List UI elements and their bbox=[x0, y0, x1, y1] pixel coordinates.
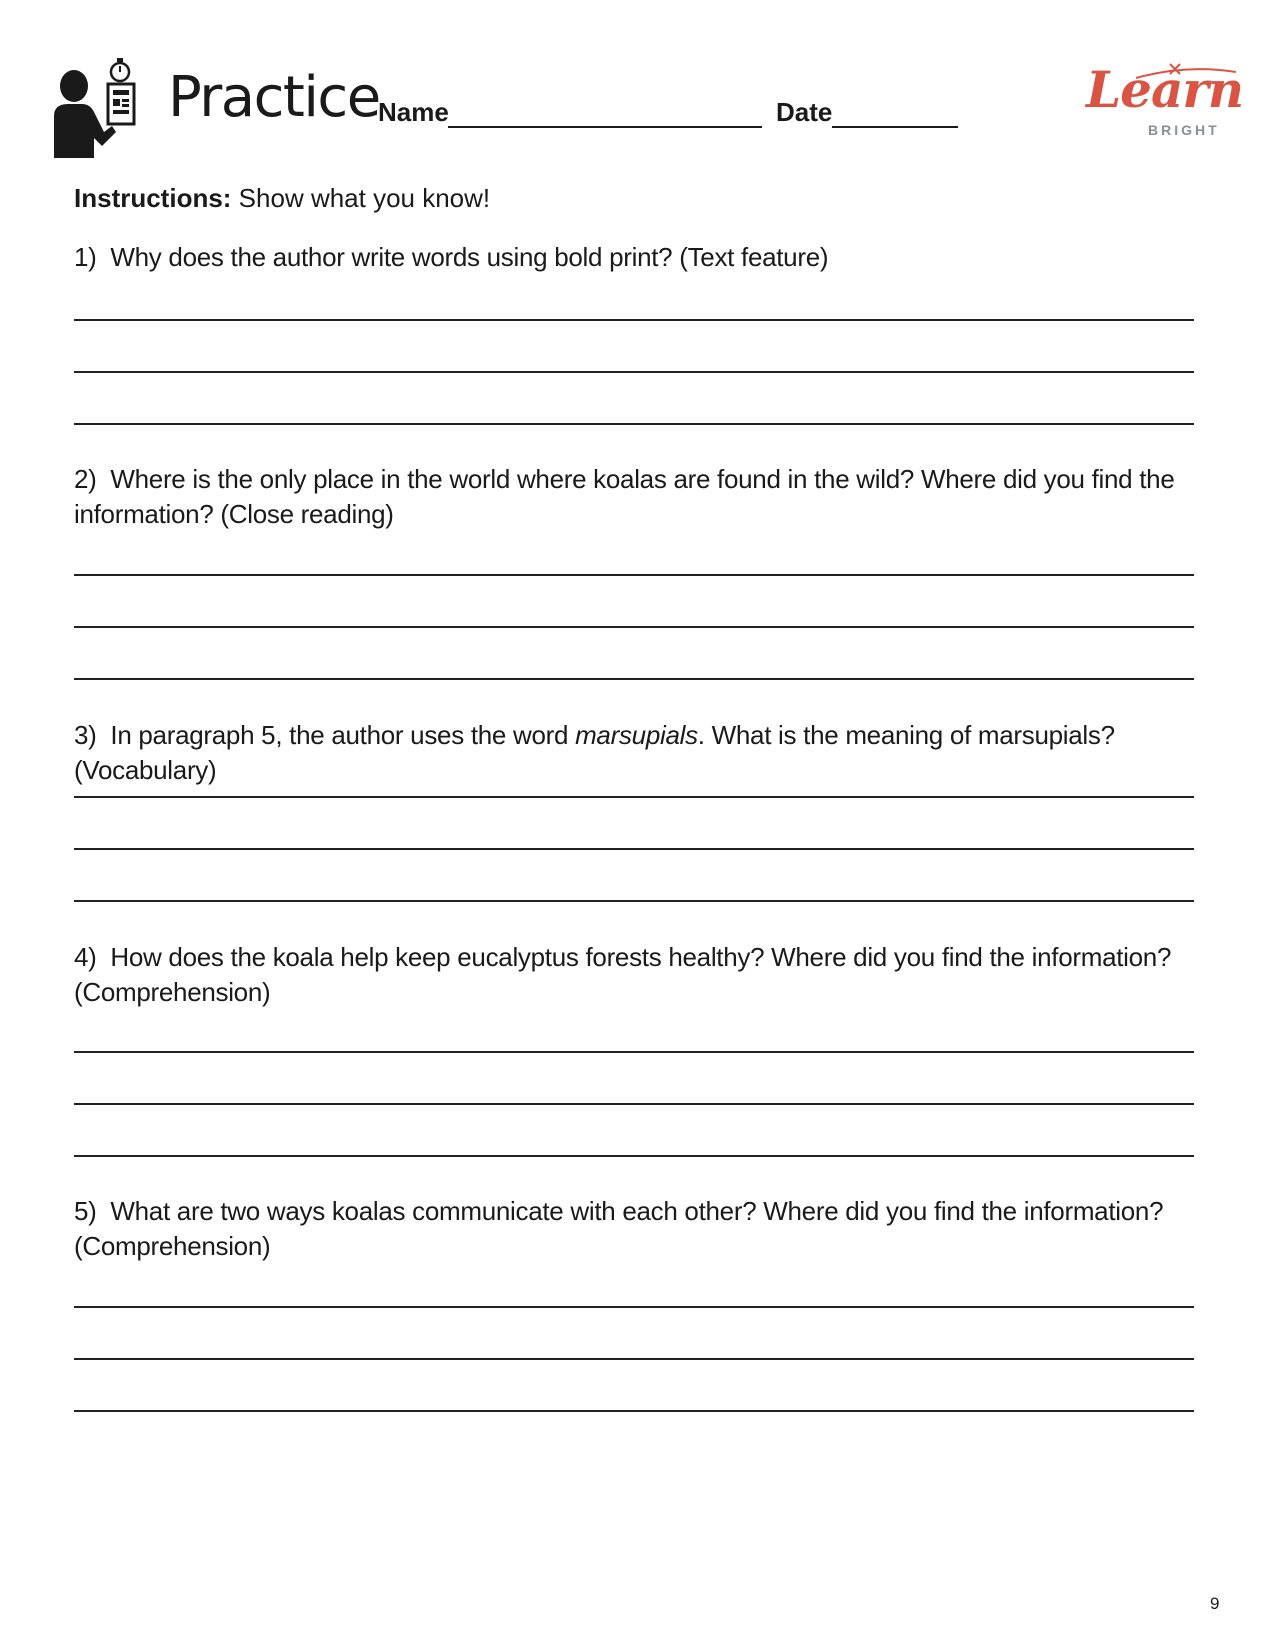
answer-line[interactable] bbox=[74, 796, 1194, 798]
answer-line[interactable] bbox=[74, 1306, 1194, 1308]
question-number: 4) bbox=[74, 942, 97, 972]
instructions-text: Show what you know! bbox=[231, 183, 491, 213]
question-4 bbox=[74, 940, 1204, 1010]
page-number: 9 bbox=[1210, 1594, 1220, 1613]
question-number: 2) bbox=[74, 464, 97, 494]
logo-word: Learn bbox=[1086, 60, 1244, 119]
answer-line[interactable] bbox=[74, 371, 1194, 373]
name-field[interactable] bbox=[448, 126, 762, 128]
question-text: Where is the only place in the world where koalas are found in the wild? Where did you find the information? (Close reading) bbox=[74, 464, 1175, 529]
teacher-presenting-icon bbox=[54, 54, 142, 158]
instructions-label: Instructions: bbox=[74, 183, 232, 213]
page-title: Practice bbox=[168, 65, 380, 130]
question-text: What are two ways koalas communicate with each other? Where did you find the information? (Comprehension) bbox=[74, 1196, 1164, 1261]
answer-line[interactable] bbox=[74, 1051, 1194, 1053]
learn-bright-logo bbox=[1086, 60, 1244, 142]
vocabulary-word: marsupials bbox=[575, 720, 698, 750]
answer-line[interactable] bbox=[74, 626, 1194, 628]
question-text: In paragraph 5, the author uses the word bbox=[110, 720, 576, 750]
answer-line[interactable] bbox=[74, 423, 1194, 425]
answer-line[interactable] bbox=[74, 678, 1194, 680]
answer-line[interactable] bbox=[74, 1410, 1194, 1412]
answer-line[interactable] bbox=[74, 1103, 1194, 1105]
worksheet-header bbox=[0, 0, 1275, 170]
question-number: 3) bbox=[74, 720, 97, 750]
question-3 bbox=[74, 718, 1254, 788]
question-number: 5) bbox=[74, 1196, 97, 1226]
question-5 bbox=[74, 1194, 1204, 1264]
question-2 bbox=[74, 462, 1204, 532]
instructions bbox=[74, 180, 490, 216]
date-label: Date bbox=[776, 97, 833, 127]
answer-line[interactable] bbox=[74, 1155, 1194, 1157]
question-1 bbox=[74, 240, 1204, 275]
answer-line[interactable] bbox=[74, 848, 1194, 850]
logo-subtext: BRIGHT bbox=[1148, 122, 1220, 138]
date-field[interactable] bbox=[832, 126, 958, 128]
question-number: 1) bbox=[74, 242, 97, 272]
answer-line[interactable] bbox=[74, 900, 1194, 902]
question-text: How does the koala help keep eucalyptus forests healthy? Where did you find the information? (Comprehension) bbox=[74, 942, 1172, 1007]
question-text-end: . What is the meaning of marsupials? (Vocabulary) bbox=[74, 720, 1115, 785]
answer-line[interactable] bbox=[74, 319, 1194, 321]
question-text: Why does the author write words using bold print? (Text feature) bbox=[110, 242, 829, 272]
answer-line[interactable] bbox=[74, 574, 1194, 576]
answer-line[interactable] bbox=[74, 1358, 1194, 1360]
name-label: Name bbox=[378, 97, 449, 127]
